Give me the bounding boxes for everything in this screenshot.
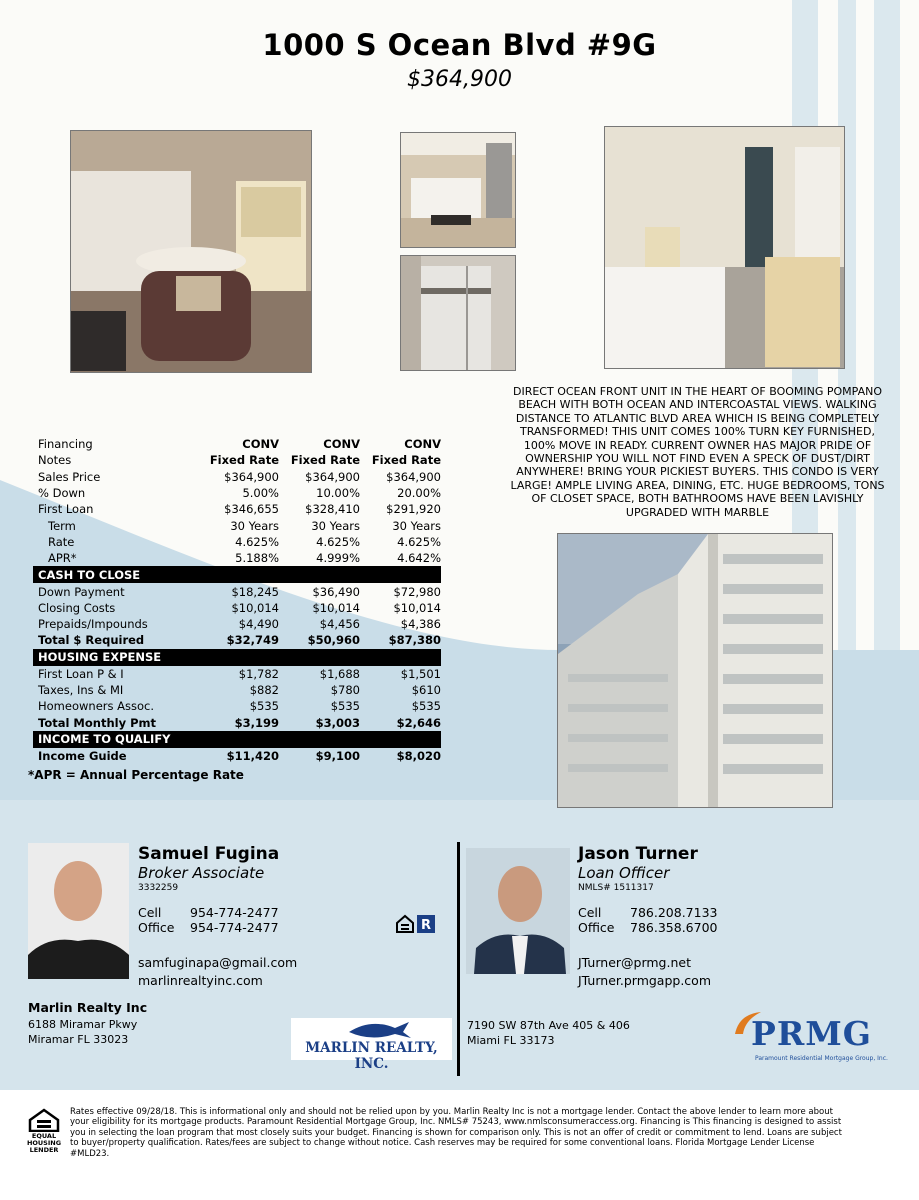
table-row-total: Total Monthly Pmt $3,199 $3,003 $2,646 bbox=[38, 715, 441, 730]
listing-price: $364,900 bbox=[407, 67, 512, 92]
loan-officer-cell-label: Cell bbox=[578, 905, 602, 920]
loan-officer-nmls: NMLS# 1511317 bbox=[578, 883, 654, 893]
table-row: Financing CONV CONV CONV bbox=[38, 437, 441, 452]
disclaimer: Rates effective 09/28/18. This is informational only and should not be relied upon by you. Marlin Realty Inc is not a mortgage lender. Contact the above lender to learn more about your eligibility for its mortgage products. Paramount Residential Mortgage Group, Inc. NMLS# 75243, www.nmlsconsumeraccess.org. Financing is This financing is designed to assist you in selecting the loan program that most closely suits your budget. Financing is shown for comparison only. This is not an offer of credit or commitment to lend. Loans are subject to buyer/property qualification. Rates/fees are subject to change without notice. Cash reserves may be required for some conventional loans. Florida Mortgage Lender License #MLD23. bbox=[70, 1107, 842, 1159]
table-row: First Loan $346,655 $328,410 $291,920 bbox=[38, 502, 441, 517]
equal-housing-realtor-icon bbox=[395, 913, 437, 935]
marlin-realty-logo bbox=[291, 1018, 452, 1072]
table-row: APR* 5.188% 4.999% 4.642% bbox=[48, 551, 441, 566]
loan-officer-cell-row bbox=[578, 905, 717, 920]
agent-address bbox=[28, 1017, 137, 1047]
agent-street: 6188 Miramar Pkwy bbox=[28, 1018, 138, 1031]
listing-address: 1000 S Ocean Blvd #9G bbox=[262, 28, 657, 62]
marlin-logo-text: MARLIN REALTY, INC. bbox=[305, 1040, 438, 1072]
table-row-total: Total $ Required $32,749 $50,960 $87,380 bbox=[38, 633, 441, 648]
agent-office-phone[interactable]: 954-774-2477 bbox=[190, 920, 279, 935]
equal-housing-lender-label: EQUAL HOUSING LENDER bbox=[26, 1132, 62, 1154]
table-row: Taxes, Ins & MI $882 $780 $610 bbox=[38, 683, 441, 697]
loan-officer-website[interactable]: JTurner.prmgapp.com bbox=[578, 973, 712, 988]
table-row: % Down 5.00% 10.00% 20.00% bbox=[38, 486, 441, 501]
table-row: Prepaids/Impounds $4,490 $4,456 $4,386 bbox=[38, 617, 441, 632]
financing-table bbox=[33, 436, 441, 764]
prmg-logo-subtitle: Paramount Residential Mortgage Group, Inc. bbox=[755, 1055, 888, 1062]
agent-role: Broker Associate bbox=[138, 864, 265, 882]
agent-office-row bbox=[138, 920, 279, 935]
table-row: Homeowners Assoc. $535 $535 $535 bbox=[38, 699, 441, 714]
agent-email[interactable]: samfuginapa@gmail.com bbox=[138, 955, 298, 970]
prmg-logo bbox=[733, 1006, 888, 1066]
loan-officer-headshot bbox=[466, 848, 570, 974]
table-row: Sales Price $364,900 $364,900 $364,900 bbox=[38, 469, 441, 484]
mls-copyright: © Miami MLS® 10/2018 bbox=[753, 1180, 912, 1195]
divider bbox=[457, 842, 460, 1076]
loan-officer-city: Miami FL 33173 bbox=[467, 1034, 555, 1047]
listing-description: DIRECT OCEAN FRONT UNIT IN THE HEART OF BOOMING POMPANO BEACH WITH BOTH OCEAN AND INTERCOASTAL VIEWS. WALKING DISTANCE TO ATLANTIC BLVD AREA WHICH IS BEING COMPLETELY TRANSFORMED! THIS UNIT COMES 100% TURN KEY FURNISHED, 100% MOVE IN READY. CURRENT OWNER HAS MAJOR PRIDE OF OWNERSHIP YOU WILL NOT FIND EVEN A SPECK OF DUST/DIRT ANYWHERE! BRING YOUR PICKIEST BUYERS. THIS CONDO IS VERY LARGE! AMPLE LIVING AREA, DINING, ETC. HUGE BEDROOMS, TONS OF CLOSET SPACE, BOTH BATHROOMS HAVE BEEN LAVISHLY UPGRADED WITH MARBLE bbox=[510, 385, 885, 519]
agent-license: 3332259 bbox=[138, 883, 179, 893]
loan-officer-role: Loan Officer bbox=[578, 864, 670, 882]
loan-officer-email[interactable]: JTurner@prmg.net bbox=[578, 955, 691, 970]
agent-city: Miramar FL 33023 bbox=[28, 1033, 129, 1046]
loan-officer-office-phone[interactable]: 786.358.6700 bbox=[630, 920, 718, 935]
agent-cell-phone[interactable]: 954-774-2477 bbox=[190, 905, 279, 920]
loan-officer-name: Jason Turner bbox=[578, 844, 698, 864]
loan-officer-office-row bbox=[578, 920, 717, 935]
agent-office-label: Office bbox=[138, 920, 175, 935]
agent-cell-label: Cell bbox=[138, 905, 162, 920]
svg-text:R: R bbox=[420, 918, 432, 933]
table-row: Down Payment $18,245 $36,490 $72,980 bbox=[38, 584, 441, 599]
table-row: Notes Fixed Rate Fixed Rate Fixed Rate bbox=[38, 453, 441, 468]
equal-housing-lender-icon bbox=[26, 1108, 62, 1132]
bedroom-photo bbox=[604, 126, 845, 369]
loan-officer-office-label: Office bbox=[578, 920, 615, 935]
building-photo bbox=[557, 533, 833, 808]
section-header-cash-to-close: CASH TO CLOSE bbox=[33, 566, 441, 583]
loan-officer-street: 7190 SW 87th Ave 405 & 406 bbox=[467, 1019, 630, 1032]
section-header-housing-expense: HOUSING EXPENSE bbox=[33, 649, 441, 666]
kitchen-photo bbox=[400, 132, 516, 248]
table-row: Closing Costs $10,014 $10,014 $10,014 bbox=[38, 600, 441, 615]
loan-officer-address bbox=[467, 1018, 630, 1048]
section-header-income-to-qualify: INCOME TO QUALIFY bbox=[33, 731, 441, 748]
apr-footnote: *APR = Annual Percentage Rate bbox=[28, 768, 244, 782]
agent-cell-row bbox=[138, 905, 279, 920]
bathroom-photo bbox=[400, 255, 516, 371]
table-row: Term 30 Years 30 Years 30 Years bbox=[48, 518, 441, 533]
living-room-photo bbox=[70, 130, 312, 373]
agent-name: Samuel Fugina bbox=[138, 844, 280, 864]
agent-headshot bbox=[28, 843, 129, 979]
prmg-logo-text: PRMG bbox=[751, 1014, 872, 1053]
agent-company: Marlin Realty Inc bbox=[28, 1000, 148, 1015]
table-row: First Loan P & I $1,782 $1,688 $1,501 bbox=[38, 666, 441, 681]
table-row-income-guide: Income Guide $11,420 $9,100 $8,020 bbox=[38, 748, 441, 763]
table-row: Rate 4.625% 4.625% 4.625% bbox=[48, 534, 441, 549]
agent-website[interactable]: marlinrealtyinc.com bbox=[138, 973, 263, 988]
loan-officer-cell-phone[interactable]: 786.208.7133 bbox=[630, 905, 718, 920]
